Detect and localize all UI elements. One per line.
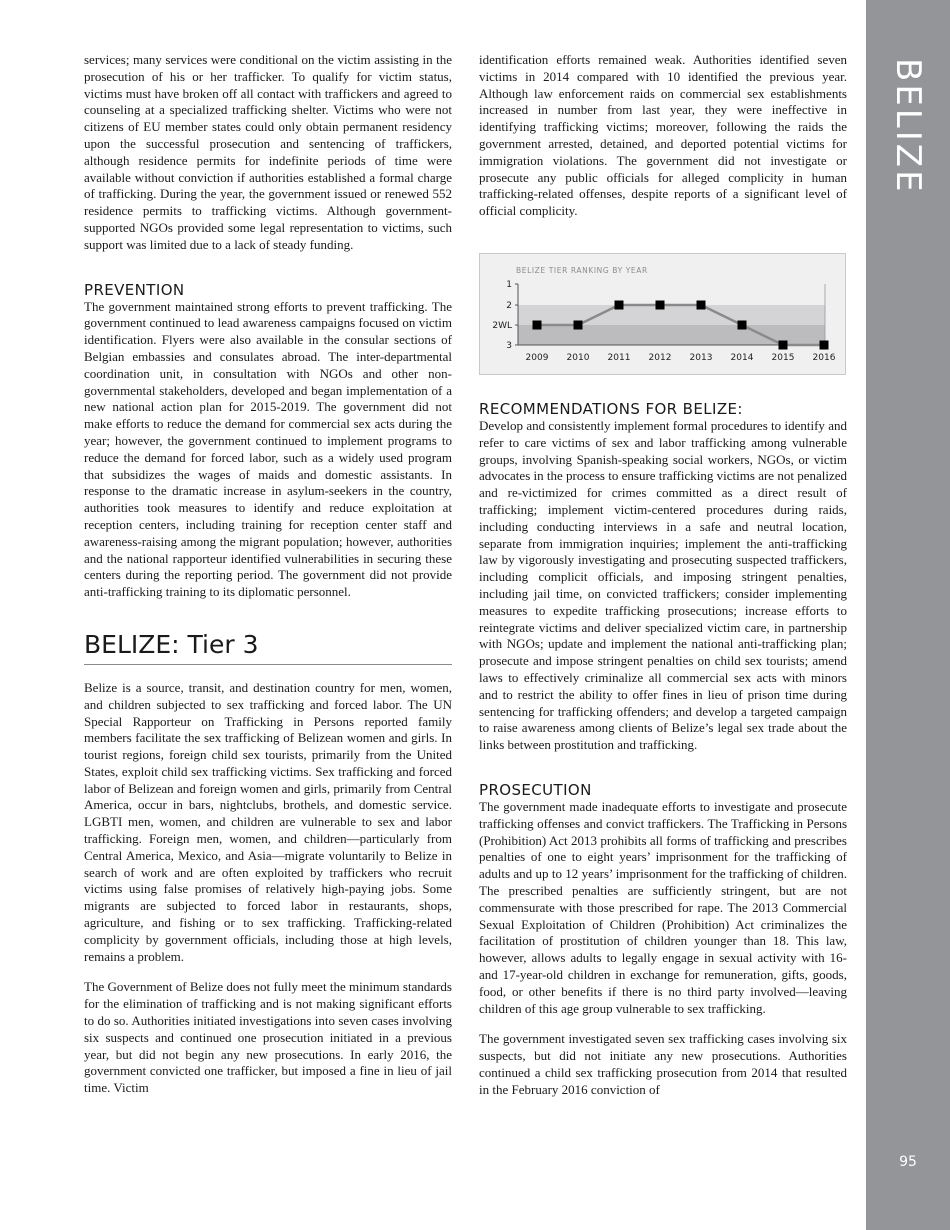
tier-1-band bbox=[518, 284, 825, 305]
tier-ranking-chart bbox=[479, 253, 846, 375]
data-point-2014 bbox=[738, 321, 747, 330]
recommendations-paragraph: Develop and consistently implement formal procedures to identify and refer to care victims of sex and labor trafficking among vulnerable groups, involving Spanish-speaking social workers, NGOs, or victim advocates in the process to ensure trafficking victims are not penalized and re-victimized for crimes committed as a direct result of trafficking; implement victim-centered procedures during raids, including conducting interviews in a safe and neutral location, separate from immigration inquiries; implement the anti-trafficking law by vigorously investigating and prosecuting suspected traffickers, including complicit officials, and imposing stringent penalties, including jail time, on convicted traffickers; consider implementing measures to expedite trafficking prosecutions; increase efforts to reintegrate victims and deliver specialized victim care, in partnership with NGOs; update and implement the national anti-trafficking plan; prosecute and impose stringent penalties on child sex tourists; amend laws to effectively criminalize all commercial sex acts with minors and to restrict the ability to offer fines in lieu of prison time during sentencing for trafficking offenders; and develop a targeted campaign to raise awareness among clients of Belize’s legal sex trade about the links between prostitution and trafficking. bbox=[479, 418, 847, 753]
x-tick-label: 2015 bbox=[771, 353, 795, 363]
x-tick-label: 2012 bbox=[648, 353, 672, 363]
prevention-paragraph: The government maintained strong efforts to prevent trafficking. The government continued to lead awareness campaigns focused on victim identification. Flyers were also available in the consular sections of Belgian embassies and consulates abroad. The inter-departmental coordination unit, in consultation with NGOs and other non-governmental stakeholders, developed and began implementation of a new national action plan for 2015-2019. The government did not make efforts to reduce the demand for commercial sex acts during the year; however, the government continued to implement programs to reduce the demand for forced labor, such as a widely used program that subsidizes the wages of maids and domestic assistants. In response to the dramatic increase in asylum-seekers in the country, authorities took measures to identify and reduce exploitation at reception centers, including training for reception center staff and awareness-raising among the migrant population; however, authorities and the national rapporteur identified vulnerabilities in securing these centers during the reporting period. The government did not provide anti-trafficking training to its diplomatic personnel. bbox=[84, 298, 452, 600]
left-column bbox=[84, 52, 452, 1097]
belize-intro-paragraph: Belize is a source, transit, and destination country for men, women, and children subjected to sex trafficking and forced labor. The UN Special Rapporteur on Trafficking in Persons reported family members facilitate the sex trafficking of Belizean women and girls. In tourist regions, foreign child sex tourists, primarily from the United States, exploit child sex trafficking victims. Sex trafficking and forced labor of Belizean and foreign women and girls, primarily from Central America, occur in bars, nightclubs, brothels, and domestic service. LGBTI men, women, and children are vulnerable to sex and labor trafficking. Foreign men, women, and children—particularly from Central America, Mexico, and Asia—migrate voluntarily to Belize in search of work and are often exploited by traffickers who recruit victims using false promises of relatively high-paying jobs. Some migrants are subjected to forced labor in restaurants, shops, agriculture, and fishing or to sex trafficking. Trafficking-related complicity by government officials, including those at high levels, remains a problem. bbox=[84, 679, 452, 964]
prosecution-paragraph: The government made inadequate efforts to investigate and prosecute trafficking offenses and convict traffickers. The Trafficking in Persons (Prohibition) Act 2013 prohibits all forms of trafficking and prescribes penalties of one to eight years’ imprisonment for the trafficking of adults and up to 12 years’ imprisonment for the trafficking of children. The prescribed penalties are sufficiently stringent, but are not commensurate with those prescribed for rape. The 2013 Commercial Sexual Exploitation of Children (Prohibition) Act criminalizes the facilitation of prostitution of children younger than 18. This law, however, allows adults to legally engage in sexual activity with 16- and 17-year-old children in exchange for remuneration, gifts, goods, food, or other benefits if there is no third party involved—leaving children of this age group vulnerable to sex trafficking. bbox=[479, 798, 847, 1016]
identification-paragraph: identification efforts remained weak. Authorities identified seven victims in 2014 compared with 10 identified the previous year. Although law enforcement raids on commercial sex establishments increased in number from last year, they were ineffective in identifying trafficking victims; moreover, following the raids the government arrested, detained, and deported potential victims for immigration violations. The government did not investigate or prosecute any public officials for alleged complicity in human trafficking-related offenses, despite reports of a significant level of official complicity. bbox=[479, 52, 847, 219]
x-tick-label: 2016 bbox=[812, 353, 836, 363]
sidebar-country-title: BELIZE bbox=[888, 58, 928, 195]
country-heading: BELIZE: Tier 3 bbox=[84, 629, 452, 665]
government-paragraph: The Government of Belize does not fully meet the minimum standards for the elimination of trafficking and is not making significant efforts to do so. Authorities initiated investigations into seven cases involving six suspects and continued one prosecution initiated in a previous year, but did not begin any new prosecutions. In early 2016, the government convicted one trafficker, but imposed a fine in lieu of jail time. Victim bbox=[84, 979, 452, 1096]
data-point-2016 bbox=[820, 341, 829, 350]
prevention-heading: PREVENTION bbox=[84, 280, 185, 299]
prosecution-heading: PROSECUTION bbox=[479, 780, 592, 799]
data-point-2011 bbox=[615, 301, 624, 310]
y-tick-label: 1 bbox=[506, 280, 512, 290]
data-point-2009 bbox=[533, 321, 542, 330]
right-column bbox=[479, 52, 847, 220]
x-tick-label: 2014 bbox=[730, 353, 754, 363]
y-tick-label: 2WL bbox=[492, 321, 512, 331]
y-tick-label: 2 bbox=[506, 301, 512, 311]
recommendations-heading: RECOMMENDATIONS FOR BELIZE: bbox=[479, 400, 743, 418]
data-point-2013 bbox=[697, 301, 706, 310]
y-tick-label: 3 bbox=[506, 341, 512, 351]
chart-title: BELIZE TIER RANKING BY YEAR bbox=[516, 266, 648, 275]
x-tick-label: 2013 bbox=[689, 353, 713, 363]
x-tick-label: 2010 bbox=[566, 353, 590, 363]
data-point-2012 bbox=[656, 301, 665, 310]
intro-paragraph: services; many services were conditional on the victim assisting in the prosecution of his or her trafficker. To qualify for victim status, victims must have broken off all contact with traffickers and agreed to counseling at a specialized trafficking shelter. Victims who were not citizens of EU member states could only obtain permanent residency upon the successful prosecution and sentencing of traffickers, although residence permits for indefinite periods of time were available without conviction if authorities established a formal charge of trafficking. During the year, the government issued or renewed 552 residence permits to trafficking victims. Although government-supported NGOs provided some legal representation to victims, such support was limited due to a lack of steady funding. bbox=[84, 52, 452, 252]
x-tick-label: 2009 bbox=[525, 353, 549, 363]
data-point-2010 bbox=[574, 321, 583, 330]
x-tick-label: 2011 bbox=[607, 353, 631, 363]
tier-2-band bbox=[518, 305, 825, 325]
page-number: 95 bbox=[899, 1154, 917, 1170]
data-point-2015 bbox=[779, 341, 788, 350]
right-column-lower bbox=[479, 400, 847, 1098]
investigations-paragraph: The government investigated seven sex trafficking cases involving six suspects, but did not initiate any new prosecutions. Authorities continued a child sex trafficking prosecution from 2014 that resulted in the February 2016 conviction of bbox=[479, 1031, 847, 1097]
